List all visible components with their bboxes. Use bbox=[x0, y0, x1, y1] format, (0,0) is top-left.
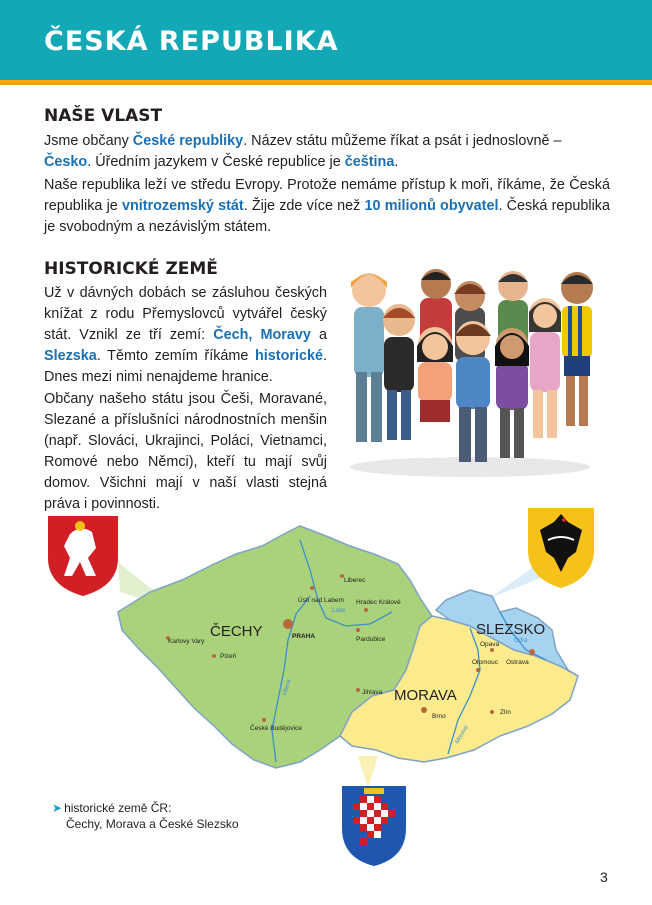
paragraph-citizens bbox=[44, 131, 610, 173]
city-liberec: Liberec bbox=[344, 577, 366, 584]
caption-line-1: historické země ČR: bbox=[64, 801, 172, 815]
region-label-slezsko: SLEZSKO bbox=[476, 621, 546, 638]
river-label: Labe bbox=[332, 608, 346, 614]
child-figure bbox=[351, 273, 387, 442]
text: Jsme občany bbox=[44, 133, 133, 149]
caption-line-2: Čechy, Morava a České Slezsko bbox=[66, 817, 239, 831]
highlight-cesko: Česko bbox=[44, 154, 88, 170]
child-figure bbox=[383, 304, 415, 440]
city-ceske-budejovice: České Budějovice bbox=[250, 725, 303, 732]
river-label: Morava bbox=[454, 724, 470, 745]
city-opava: Opava bbox=[480, 641, 500, 648]
text: . bbox=[394, 154, 399, 170]
map-caption bbox=[52, 800, 239, 832]
city-jihlava: Jihlava bbox=[362, 689, 383, 696]
highlight-ceska-republika: České republiky bbox=[132, 133, 244, 149]
highlight-cestina: čeština bbox=[344, 154, 395, 170]
child-figure bbox=[495, 328, 529, 458]
city-usti: Ústí nad Labem bbox=[298, 597, 344, 604]
highlight-slezska: Slezska bbox=[44, 348, 97, 364]
city-zlin: Zlín bbox=[500, 709, 511, 716]
highlight-historicke: historické bbox=[255, 348, 323, 364]
paragraph-history bbox=[44, 283, 327, 388]
child-figure bbox=[417, 327, 453, 458]
text: Už v dávných dobách se zásluhou českých knížat z rodu Přemyslovců vytvářel český stát. Vznikl ze tří zemí: bbox=[44, 285, 327, 343]
header-divider bbox=[0, 80, 652, 85]
coat-of-arms-cechy bbox=[48, 516, 118, 596]
highlight-population: 10 milionů obyvatel bbox=[364, 198, 499, 214]
city-pardubice: Pardubice bbox=[356, 636, 386, 643]
child-figure bbox=[561, 272, 593, 426]
text: a bbox=[310, 327, 327, 343]
paragraph-citizens-minorities: Občany našeho státu jsou Češi, Moravané, Slezané a příslušníci národnostních menšin (např. Slováci, Ukrajinci, Poláci, Vietnamci, Romové nebo Němci), kteří tu mají svůj domov. Všichni mají v naší vlasti stejná práva i povinnosti. bbox=[44, 391, 327, 512]
city-ostrava: Ostrava bbox=[506, 659, 529, 666]
city-brno: Brno bbox=[432, 713, 446, 720]
child-figure bbox=[529, 298, 561, 438]
city-hradec: Hradec Králové bbox=[356, 599, 401, 606]
page-header bbox=[0, 0, 652, 80]
text: Naše republika leží ve středu Evropy. Protože nemáme přístup k moři, říkáme, že Česká republika je bbox=[44, 177, 610, 214]
highlight-vnitrozemsky: vnitrozemský stát bbox=[121, 198, 244, 214]
region-label-morava: MORAVA bbox=[394, 687, 457, 704]
child-figure bbox=[455, 321, 491, 462]
city-karlovy-vary: Karlovy Vary bbox=[168, 638, 205, 645]
page-number: 3 bbox=[600, 869, 608, 885]
text: . Úředním jazykem v České republice je bbox=[87, 154, 345, 170]
river-label: Vltava bbox=[282, 678, 293, 697]
callout-beam-morava bbox=[358, 756, 378, 788]
text: . Žije zde více než bbox=[243, 198, 365, 214]
text: . Název státu můžeme říkat a psát i jednoslovně – bbox=[243, 133, 562, 149]
highlight-cechy-moravy: Čech, Moravy bbox=[213, 327, 311, 343]
text: . Těmto zemím říkáme bbox=[96, 348, 256, 364]
coat-of-arms-morava bbox=[342, 786, 406, 866]
city-olomouc: Olomouc bbox=[472, 659, 499, 666]
page-title: ČESKÁ REPUBLIKA bbox=[44, 26, 339, 57]
city-plzen: Plzeň bbox=[220, 653, 237, 660]
arrow-icon: ➤ bbox=[52, 801, 63, 815]
paragraph-republic bbox=[44, 175, 610, 238]
text: . Česká republika je svobodným a nezávislým státem. bbox=[44, 198, 610, 235]
region-label-cechy: ČECHY bbox=[210, 623, 263, 640]
section-heading-historicke-zeme: HISTORICKÉ ZEMĚ bbox=[44, 259, 218, 279]
river-label: Odra bbox=[514, 638, 528, 644]
city-praha: PRAHA bbox=[292, 633, 316, 640]
text: . Dnes mezi nimi nenajdeme hranice. bbox=[44, 348, 327, 385]
section-heading-nase-vlast: NAŠE VLAST bbox=[44, 106, 163, 126]
children-illustration bbox=[340, 262, 600, 478]
